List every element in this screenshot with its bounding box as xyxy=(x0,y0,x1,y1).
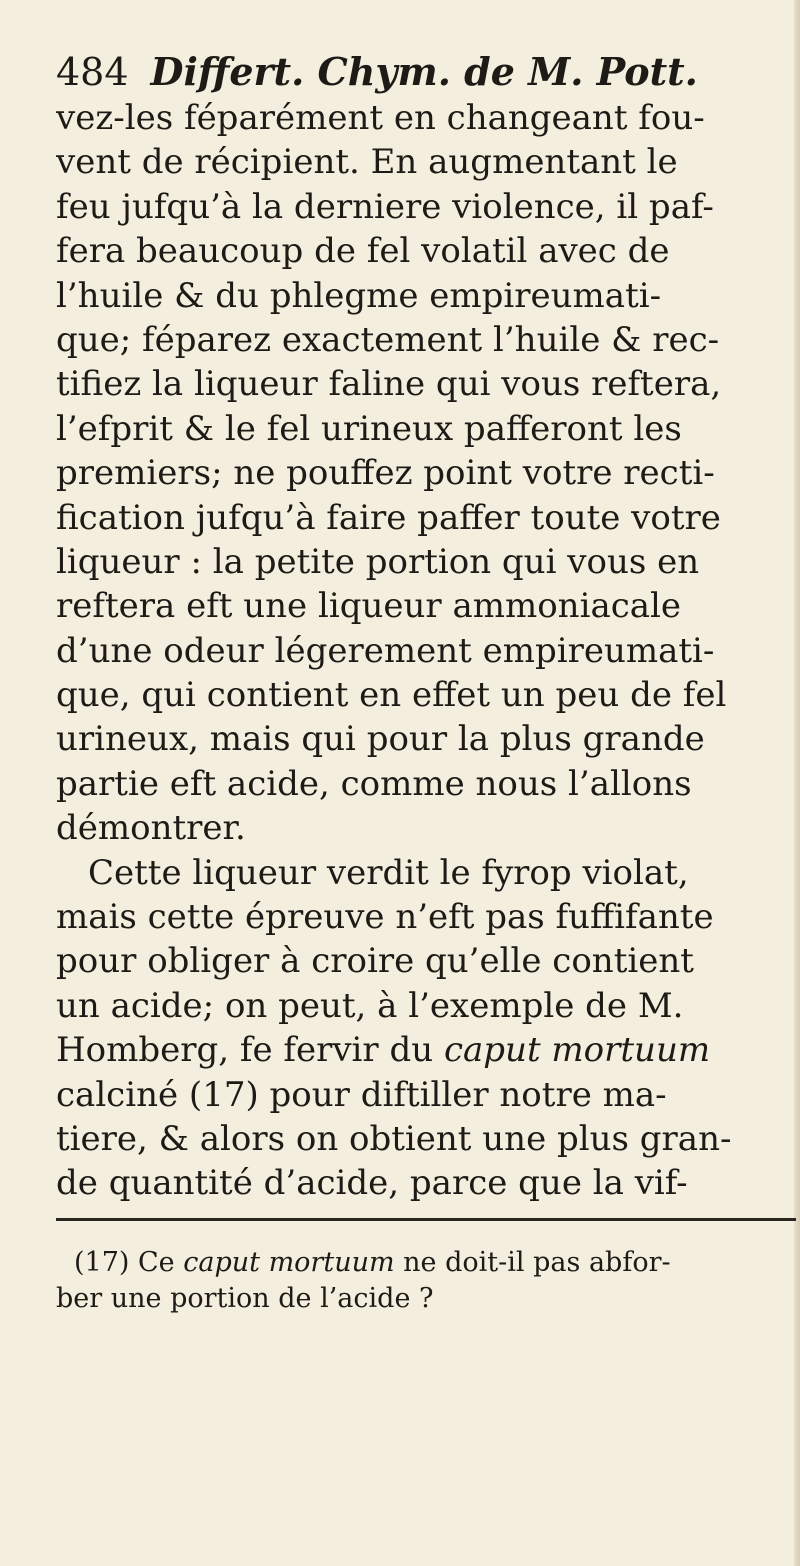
text-line: vez-les féparément en changeant fou- xyxy=(56,98,705,138)
text-line: vent de récipient. En augmentant le xyxy=(56,142,678,183)
text-line: de quantité d’acide, parce que la vif- xyxy=(56,1163,688,1204)
text-line: un acide; on peut, à l’exemple de M. xyxy=(56,985,684,1026)
text-line: d’une odeur légerement empireumati- xyxy=(56,630,715,671)
footnote-rule xyxy=(56,1218,796,1221)
text-line: urineux, mais qui pour la plus grande xyxy=(56,719,705,760)
footnote-italic-phrase: caput mortuum xyxy=(183,1247,395,1278)
text-line: l’efprit & le fel urineux pafferont les xyxy=(56,408,682,449)
page-number: 484 xyxy=(56,50,129,94)
footnote-text: ne doit-il pas abfor- xyxy=(403,1247,671,1278)
footnote-marker: (17) Ce xyxy=(74,1247,175,1278)
text-line: fication jufqu’à faire paffer toute votre xyxy=(56,497,721,538)
running-header xyxy=(56,46,756,98)
text-line: mais cette épreuve n’eft pas fuffifante xyxy=(56,897,714,938)
text-line: tifiez la liqueur faline qui vous reftera, xyxy=(56,364,722,405)
text-line: calciné (17) pour diftiller notre ma- xyxy=(56,1074,667,1115)
body-text xyxy=(56,96,796,1206)
text-line-indented: Cette liqueur verdit le fyrop violat, xyxy=(88,852,689,893)
text-line: que; féparez exactement l’huile & rec- xyxy=(56,319,720,360)
text-line: premiers; ne pouffez point votre recti- xyxy=(56,453,715,494)
text-line: fera beaucoup de fel volatil avec de xyxy=(56,231,670,272)
text-line: pour obliger à croire qu’elle contient xyxy=(56,941,694,982)
text-line: que, qui contient en effet un peu de fel xyxy=(56,675,727,716)
text-line: feu jufqu’à la derniere violence, il paf- xyxy=(56,186,714,227)
footnote xyxy=(56,1245,796,1317)
text-line: liqueur : la petite portion qui vous en xyxy=(56,541,700,582)
text-line: reftera eft une liqueur ammoniacale xyxy=(56,586,682,627)
italic-phrase: caput mortuum xyxy=(443,1030,711,1071)
footnote-line xyxy=(56,1245,796,1281)
text-line: partie eft acide, comme nous l’allons xyxy=(56,763,692,804)
text-line: démontrer. xyxy=(56,808,246,849)
text-line: tiere, & alors on obtient une plus gran- xyxy=(56,1118,732,1159)
text-line: l’huile & du phlegme empireumati- xyxy=(56,275,662,316)
text-segment: Homberg, fe fervir du xyxy=(56,1030,434,1071)
running-title: Differt. Chym. de M. Pott. xyxy=(150,49,698,94)
footnote-line: ber une portion de l’acide ? xyxy=(56,1283,434,1314)
text-line-with-italic xyxy=(56,1028,796,1072)
